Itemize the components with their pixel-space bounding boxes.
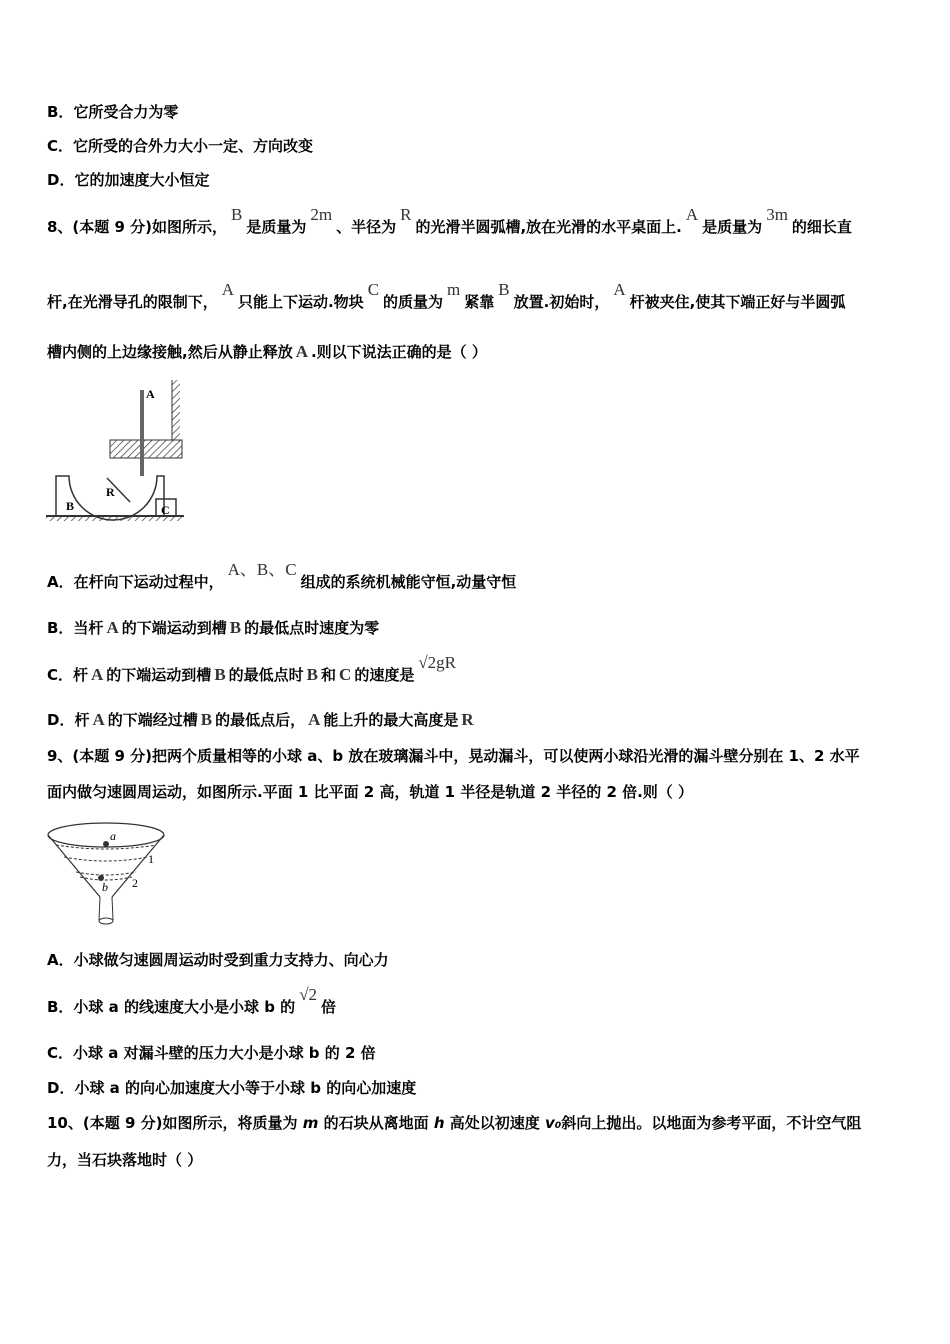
label-c: C bbox=[161, 503, 170, 517]
q8-option-a bbox=[47, 560, 517, 592]
q8-figure-rod-groove bbox=[44, 378, 189, 528]
math: 2m bbox=[310, 205, 333, 224]
text: 的下端运动到槽 bbox=[121, 619, 227, 637]
q8-option-b bbox=[47, 618, 379, 638]
text: 、半径为 bbox=[336, 218, 397, 236]
text: 10、(本题 9 分)如图所示，将质量为 bbox=[47, 1114, 298, 1132]
math: A、B、C bbox=[227, 560, 297, 579]
math: B bbox=[229, 618, 242, 637]
math: m bbox=[447, 280, 461, 299]
text: 杆,在光滑导孔的限制下， bbox=[47, 293, 218, 311]
q9-option-c: C．小球 a 对漏斗壁的压力大小是小球 b 的 2 倍 bbox=[47, 1044, 376, 1062]
text: 的下端运动到槽 bbox=[106, 666, 212, 684]
math: A bbox=[308, 710, 321, 729]
q9-line-1: 9、(本题 9 分)把两个质量相等的小球 a、b 放在玻璃漏斗中，晃动漏斗，可以使两小球沿光滑的漏斗壁分别在 1、2 水平 bbox=[47, 747, 860, 765]
label-a: A bbox=[146, 387, 155, 401]
math: A bbox=[295, 342, 308, 361]
text: 的光滑半圆弧槽,放在光滑的水平桌面上. bbox=[415, 218, 682, 236]
text: 的速度是 bbox=[354, 666, 415, 684]
math: A bbox=[91, 665, 104, 684]
text: A．在杆向下运动过程中， bbox=[47, 573, 224, 591]
text: 槽内侧的上边缘接触,然后从静止释放 bbox=[47, 343, 293, 361]
text: D．杆 bbox=[47, 711, 90, 729]
text: 的石块从离地面 bbox=[323, 1114, 429, 1132]
q9-option-b bbox=[47, 985, 337, 1017]
text: 组成的系统机械能守恒,动量守恒 bbox=[300, 573, 517, 591]
text: 8、(本题 9 分)如图所示， bbox=[47, 218, 228, 236]
math: v₀ bbox=[545, 1114, 562, 1132]
math: C bbox=[367, 280, 380, 299]
q10-line-2: 力，当石块落地时（ ） bbox=[47, 1151, 203, 1169]
label-2: 2 bbox=[132, 876, 138, 890]
math-sqrt: √2 bbox=[299, 985, 318, 1004]
math: B bbox=[231, 205, 243, 224]
math: B bbox=[200, 710, 213, 729]
q7-option-d: D．它的加速度大小恒定 bbox=[47, 171, 210, 189]
math: A bbox=[92, 710, 105, 729]
text: B．小球 a 的线速度大小是小球 b 的 bbox=[47, 998, 296, 1016]
q9-option-d: D．小球 a 的向心加速度大小等于小球 b 的向心加速度 bbox=[47, 1079, 417, 1097]
math-sqrt: √2gR bbox=[418, 653, 456, 672]
text: 的最低点时 bbox=[228, 666, 304, 684]
text: B．当杆 bbox=[47, 619, 104, 637]
q8-line-1 bbox=[47, 205, 852, 237]
text: 的下端经过槽 bbox=[107, 711, 198, 729]
label-a: a bbox=[110, 829, 116, 843]
math: C bbox=[339, 665, 352, 684]
label-b: B bbox=[66, 499, 75, 513]
text: 的细长直 bbox=[791, 218, 852, 236]
q7-option-c: C．它所受的合外力大小一定、方向改变 bbox=[47, 137, 314, 155]
math: A bbox=[613, 280, 626, 299]
text: 紧靠 bbox=[464, 293, 495, 311]
text: 的质量为 bbox=[383, 293, 444, 311]
label-r: R bbox=[106, 485, 115, 499]
math: 3m bbox=[766, 205, 788, 224]
math: R bbox=[461, 710, 474, 729]
math: A bbox=[221, 280, 234, 299]
label-b: b bbox=[102, 880, 108, 894]
math: h bbox=[433, 1114, 445, 1132]
math: B bbox=[498, 280, 510, 299]
q8-line-2 bbox=[47, 280, 846, 312]
text: 放置.初始时， bbox=[513, 293, 610, 311]
text: 和 bbox=[321, 666, 337, 684]
text: .则以下说法正确的是（ ） bbox=[310, 343, 487, 361]
text: 是质量为 bbox=[246, 218, 307, 236]
text: 倍 bbox=[321, 998, 337, 1016]
text: 斜向上抛出。以地面为参考平面，不计空气阻 bbox=[561, 1114, 862, 1132]
text: 杆被夹住,使其下端正好与半圆弧 bbox=[629, 293, 846, 311]
math: R bbox=[400, 205, 412, 224]
q10-line-1 bbox=[47, 1113, 861, 1133]
text: 高处以初速度 bbox=[449, 1114, 540, 1132]
text: 的最低点后， bbox=[215, 711, 306, 729]
q9-line-2: 面内做匀速圆周运动，如图所示.平面 1 比平面 2 高，轨道 1 半径是轨道 2 半径的 2 倍.则（ ） bbox=[47, 783, 694, 801]
label-1: 1 bbox=[148, 852, 154, 866]
math: m bbox=[302, 1114, 319, 1132]
text: C．杆 bbox=[47, 666, 89, 684]
text: 的最低点时速度为零 bbox=[244, 619, 380, 637]
text: 是质量为 bbox=[702, 218, 763, 236]
math: A bbox=[685, 205, 699, 224]
q8-line-3 bbox=[47, 342, 487, 362]
q9-option-a: A．小球做匀速圆周运动时受到重力支持力、向心力 bbox=[47, 951, 389, 969]
text: 能上升的最大高度是 bbox=[323, 711, 459, 729]
math: A bbox=[106, 618, 119, 637]
q7-option-b: B．它所受合力为零 bbox=[47, 103, 179, 121]
math: B bbox=[306, 665, 319, 684]
q8-option-c bbox=[47, 653, 460, 685]
text: 只能上下运动.物块 bbox=[237, 293, 364, 311]
q9-figure-funnel bbox=[44, 815, 174, 930]
q8-option-d bbox=[47, 710, 477, 730]
math: B bbox=[214, 665, 226, 684]
